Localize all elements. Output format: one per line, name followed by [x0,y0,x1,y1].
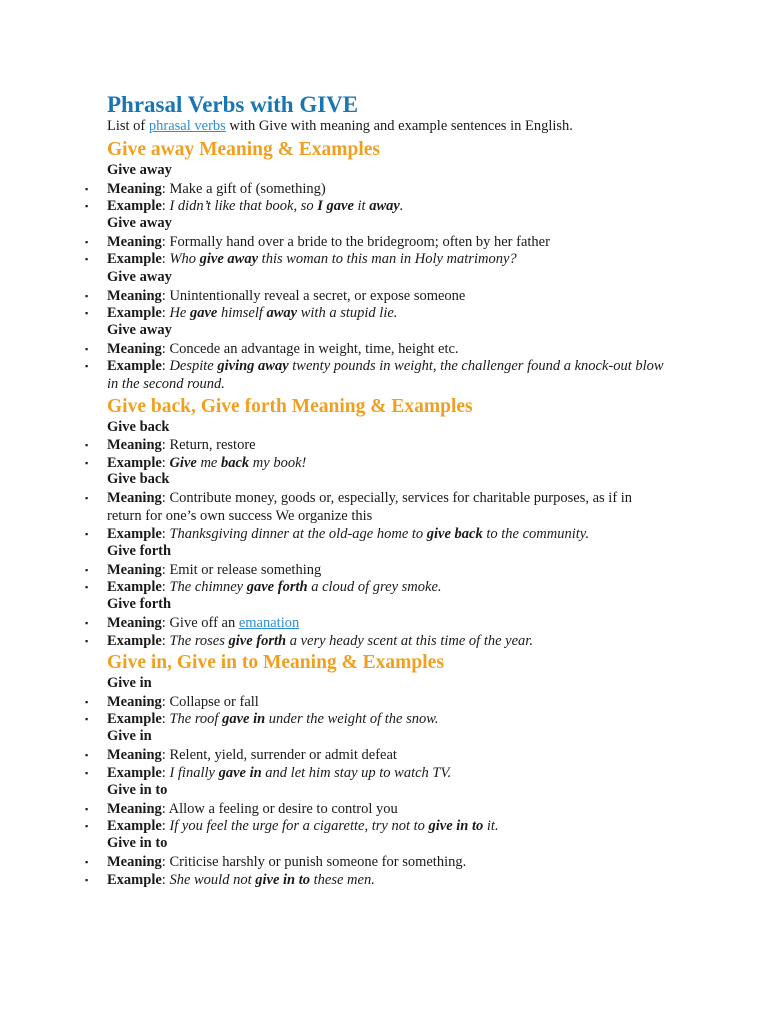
example-text: himself [217,305,267,321]
example-item: ▪ Example: I finally gave in and let him stay up to watch TV. [85,765,452,781]
example-sentence [169,198,403,214]
meaning-label: Meaning [107,181,162,197]
example-sentence [169,579,441,595]
phrasal-verb-term: Give in [107,728,152,744]
example-text: these men. [310,872,375,888]
example-text: I finally [169,765,219,781]
meaning-text: Allow a feeling or desire to control you [168,801,398,817]
example-label: Example [107,765,162,781]
example-text: under the weight of the snow. [265,711,439,727]
phrasal-verb-term: Give in to [107,782,168,798]
example-label: Example [107,358,162,374]
page-title: Phrasal Verbs with GIVE [107,92,359,117]
example-sentence [169,455,306,471]
meaning-item: ▪ Meaning: Make a gift of (something) [85,181,326,197]
meaning-item: ▪ Meaning: Concede an advantage in weight, time, height etc. [85,341,459,357]
meaning-label: Meaning [107,234,162,250]
example-label: Example [107,579,162,595]
phrasal-verb-term: Give back [107,471,170,487]
example-label: Example [107,251,162,267]
phrasal-verb-term: Give in [107,675,152,691]
bullet-icon: ▪ [85,201,89,211]
phrasal-verb-term: Give forth [107,596,172,612]
example-phrasal-verb: back [220,455,250,471]
example-text: She would not [169,872,256,888]
bullet-icon: ▪ [85,308,89,318]
example-item: ▪ Example: Give me back my book! [85,455,307,471]
example-phrasal-verb: gave forth [246,579,308,595]
example-sentence [169,526,589,542]
intro-text-after: with Give with meaning and example sentences in English. [225,118,573,134]
meaning-item: ▪ Meaning: Collapse or fall [85,694,259,710]
example-text: ! [301,455,307,471]
bullet-icon: ▪ [85,618,89,628]
example-text: to the community. [482,526,590,542]
bullet-icon: ▪ [85,291,89,301]
meaning-text: Concede an advantage in weight, time, height etc. [169,341,459,357]
example-sentence [169,251,516,267]
example-text: it. [483,818,499,834]
meaning-text: Emit or release something [169,562,322,578]
section-heading: Give back, Give forth Meaning & Examples [107,396,473,417]
meaning-text: Criticise harshly or punish someone for something. [169,854,467,870]
meaning-item: ▪ Meaning: Formally hand over a bride to the bridegroom; often by her father [85,234,550,250]
bullet-icon: ▪ [85,768,89,778]
bullet-icon: ▪ [85,875,89,885]
intro-paragraph [107,118,573,135]
phrasal-verb-term: Give forth [107,543,172,559]
meaning-item: ▪ Meaning: Criticise harshly or punish someone for something. [85,854,467,870]
example-item: ▪ Example: He gave himself away with a stupid lie. [85,305,398,321]
bullet-icon: ▪ [85,636,89,646]
bullet-icon: ▪ [85,821,89,831]
example-item: ▪ Example: Thanksgiving dinner at the old-age home to give back to the community. [85,526,590,542]
meaning-item: ▪ Meaning: Allow a feeling or desire to control you [85,801,398,817]
bullet-icon: ▪ [85,697,89,707]
example-text: with a stupid lie. [297,305,398,321]
phrasal-verb-term: Give away [107,322,172,338]
bullet-icon: ▪ [85,493,89,503]
example-item: ▪ Example: If you feel the urge for a cigarette, try not to give in to it. [85,818,499,834]
meaning-label: Meaning [107,490,162,506]
example-text: a very heady scent at this time of the year. [286,633,533,649]
phrasal-verbs-link[interactable]: phrasal verbs [148,118,226,134]
bullet-icon: ▪ [85,361,89,371]
example-phrasal-verb: away [369,198,400,214]
example-phrasal-verb: give in to [428,818,484,834]
example-phrasal-verb: give forth [228,633,287,649]
example-label: Example [107,455,162,471]
example-label: Example [107,633,162,649]
meaning-label: Meaning [107,801,162,817]
example-sentence [169,711,438,727]
example-text: my book [249,455,302,471]
example-text: He [169,305,190,321]
example-text: If you feel the urge for a cigarette, try not to [169,818,429,834]
example-text: it [353,198,370,214]
example-text: me [196,455,221,471]
bullet-icon: ▪ [85,582,89,592]
example-sentence [107,358,664,392]
meaning-text: Formally hand over a bride to the bridegroom; often by her father [169,234,550,250]
example-text: The chimney [169,579,247,595]
example-phrasal-verb: gave [189,305,218,321]
bullet-icon: ▪ [85,184,89,194]
example-text: this woman to this man in Holy matrimony? [258,251,517,267]
meaning-item: ▪ Meaning: Give off an emanation [85,615,300,631]
bullet-icon: ▪ [85,857,89,867]
meaning-label: Meaning [107,562,162,578]
section-heading: Give away Meaning & Examples [107,139,380,160]
example-text: I didn’t like that book, so [169,198,318,214]
example-phrasal-verb: gave in [222,711,266,727]
example-label: Example [107,198,162,214]
intro-text-before: List of [107,118,149,134]
example-label: Example [107,526,162,542]
meaning-label: Meaning [107,288,162,304]
example-text: and let him stay up to watch TV. [261,765,452,781]
phrasal-verb-term: Give away [107,162,172,178]
example-text: a cloud of grey smoke. [307,579,442,595]
example-text: The roses [169,633,229,649]
phrasal-verb-term: Give in to [107,835,168,851]
meaning-item: ▪ Meaning: Unintentionally reveal a secret, or expose someone [85,288,466,304]
example-phrasal-verb: away [266,305,298,321]
meaning-label: Meaning [107,854,162,870]
example-phrasal-verb: Give [169,455,197,471]
bullet-icon: ▪ [85,458,89,468]
example-phrasal-verb: give away [199,251,259,267]
emanation-link[interactable]: emanation [238,615,300,631]
example-sentence [169,633,533,649]
bullet-icon: ▪ [85,344,89,354]
bullet-icon: ▪ [85,714,89,724]
example-item: ▪ Example: She would not give in to these men. [85,872,375,888]
meaning-label: Meaning [107,615,162,631]
example-item: ▪ Example: The chimney gave forth a cloud of grey smoke. [85,579,442,595]
bullet-icon: ▪ [85,804,89,814]
phrasal-verb-term: Give away [107,215,172,231]
example-text: . [399,198,404,214]
phrasal-verb-term: Give away [107,269,172,285]
example-phrasal-verb: gave in [218,765,262,781]
meaning-text: Contribute money, goods or, especially, services for charitable purposes, as if in return for one’s own success We organize this [107,490,633,524]
bullet-icon: ▪ [85,237,89,247]
example-text: Thanksgiving dinner at the old-age home to [169,526,427,542]
example-phrasal-verb: giving away [217,358,289,374]
meaning-item: ▪ Meaning: Return, restore [85,437,256,453]
meaning-label: Meaning [107,694,162,710]
bullet-icon: ▪ [85,440,89,450]
bullet-icon: ▪ [85,750,89,760]
meaning-label: Meaning [107,747,162,763]
meaning-label: Meaning [107,341,162,357]
example-label: Example [107,872,162,888]
example-sentence [169,305,397,321]
example-item: ▪ Example: Who give away this woman to this man in Holy matrimony? [85,251,517,267]
example-sentence [169,818,498,834]
example-item: ▪ Example: The roses give forth a very heady scent at this time of the year. [85,633,533,649]
example-text: The roof [169,711,223,727]
example-item: ▪ Example: Despite giving away twenty pounds in weight, the challenger found a knock-out blow in the second round. [85,358,664,392]
bullet-icon: ▪ [85,529,89,539]
meaning-text: Give off an [169,615,239,631]
example-label: Example [107,818,162,834]
meaning-text: Return, restore [169,437,256,453]
section-heading: Give in, Give in to Meaning & Examples [107,652,444,673]
meaning-text: Unintentionally reveal a secret, or expose someone [169,288,466,304]
example-text: Who [169,251,200,267]
meaning-item: ▪ Meaning: Contribute money, goods or, especially, services for charitable purposes, as if in return for one’s own success We organize this [85,490,633,524]
example-item: ▪ Example: I didn’t like that book, so I gave it away. [85,198,404,214]
example-phrasal-verb: I gave [317,198,354,214]
example-text: twenty pounds in weight, the challenger found a knock-out blow in the second round. [107,358,664,392]
example-phrasal-verb: give in to [255,872,311,888]
example-item: ▪ Example: The roof gave in under the weight of the snow. [85,711,439,727]
meaning-text: Relent, yield, surrender or admit defeat [169,747,397,763]
example-label: Example [107,711,162,727]
meaning-text: Collapse or fall [169,694,259,710]
example-sentence [169,765,451,781]
bullet-icon: ▪ [85,254,89,264]
example-phrasal-verb: give back [426,526,483,542]
bullet-icon: ▪ [85,565,89,575]
meaning-label: Meaning [107,437,162,453]
meaning-item: ▪ Meaning: Relent, yield, surrender or admit defeat [85,747,397,763]
meaning-item: ▪ Meaning: Emit or release something [85,562,322,578]
example-label: Example [107,305,162,321]
phrasal-verb-term: Give back [107,419,170,435]
example-text: Despite [169,358,218,374]
example-sentence [169,872,374,888]
meaning-text: Make a gift of (something) [169,181,326,197]
